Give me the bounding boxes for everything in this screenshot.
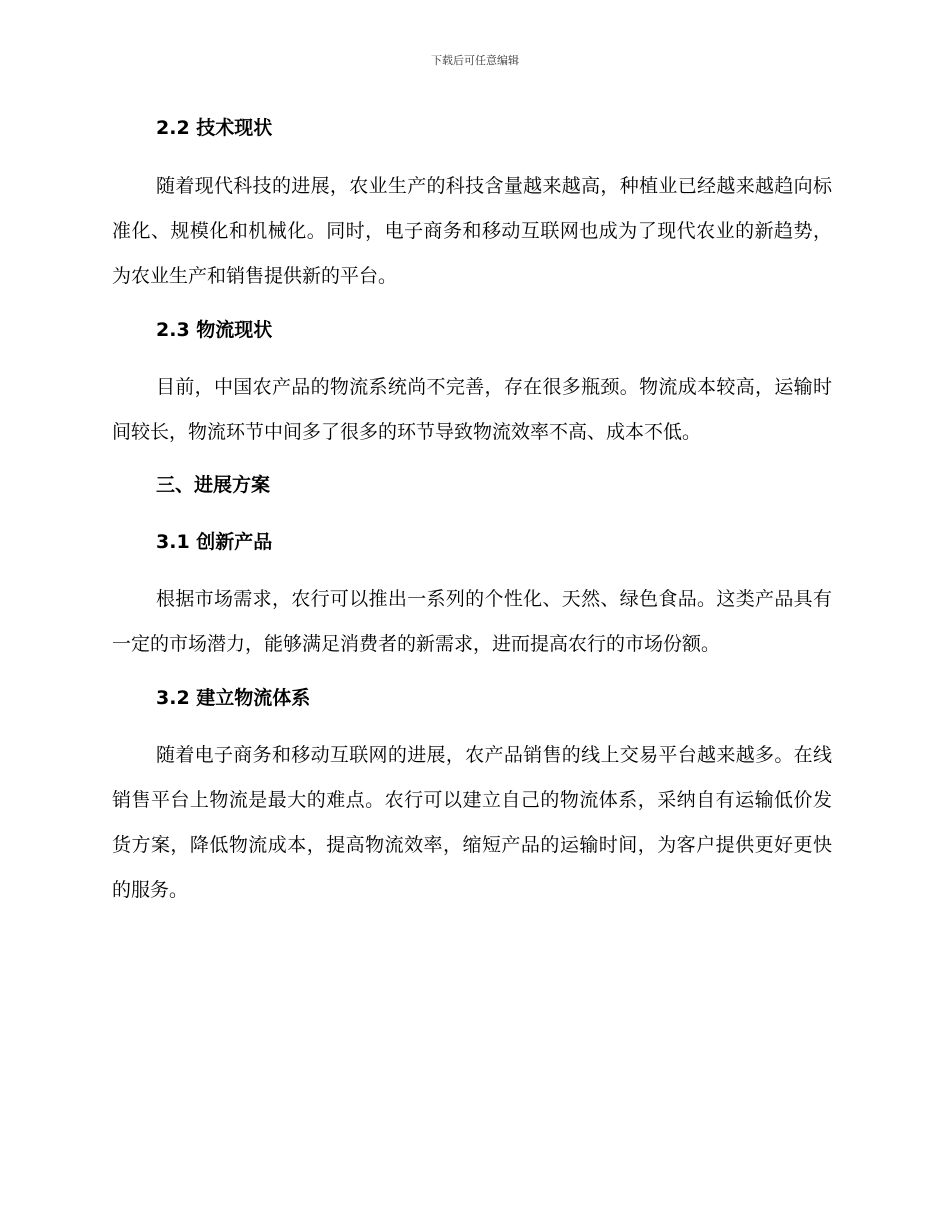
section-paragraph-2-3: 目前，中国农产品的物流系统尚不完善，存在很多瓶颈。物流成本较高，运输时间较长，物流环节中间多了很多的环节导致物流效率不高、成本不低。 [112, 376, 832, 443]
section-heading-3-1: 3.1 创新产品 [156, 531, 273, 553]
document-body [112, 110, 832, 913]
page-header: 下载后可任意编辑 [431, 54, 519, 67]
section-paragraph-2-2: 随着现代科技的进展，农业生产的科技含量越来越高，种植业已经越来越趋向标准化、规模化和机械化。同时，电子商务和移动互联网也成为了现代农业的新趋势，为农业生产和销售提供新的平台。 [112, 175, 832, 287]
chapter-heading-3: 三、进展方案 [156, 474, 271, 496]
section-heading-3-2: 3.2 建立物流体系 [156, 687, 311, 709]
section-heading-2-2: 2.2 技术现状 [156, 117, 273, 139]
section-paragraph-3-1: 根据市场需求，农行可以推出一系列的个性化、天然、绿色食品。这类产品具有一定的市场潜力，能够满足消费者的新需求，进而提高农行的市场份额。 [112, 588, 832, 655]
section-paragraph-3-2: 随着电子商务和移动互联网的进展，农产品销售的线上交易平台越来越多。在线销售平台上物流是最大的难点。农行可以建立自己的物流体系，采纳自有运输低价发货方案，降低物流成本，提高物流效率，缩短产品的运输时间，为客户提供更好更快的服务。 [112, 744, 832, 901]
section-heading-2-3: 2.3 物流现状 [156, 319, 273, 341]
